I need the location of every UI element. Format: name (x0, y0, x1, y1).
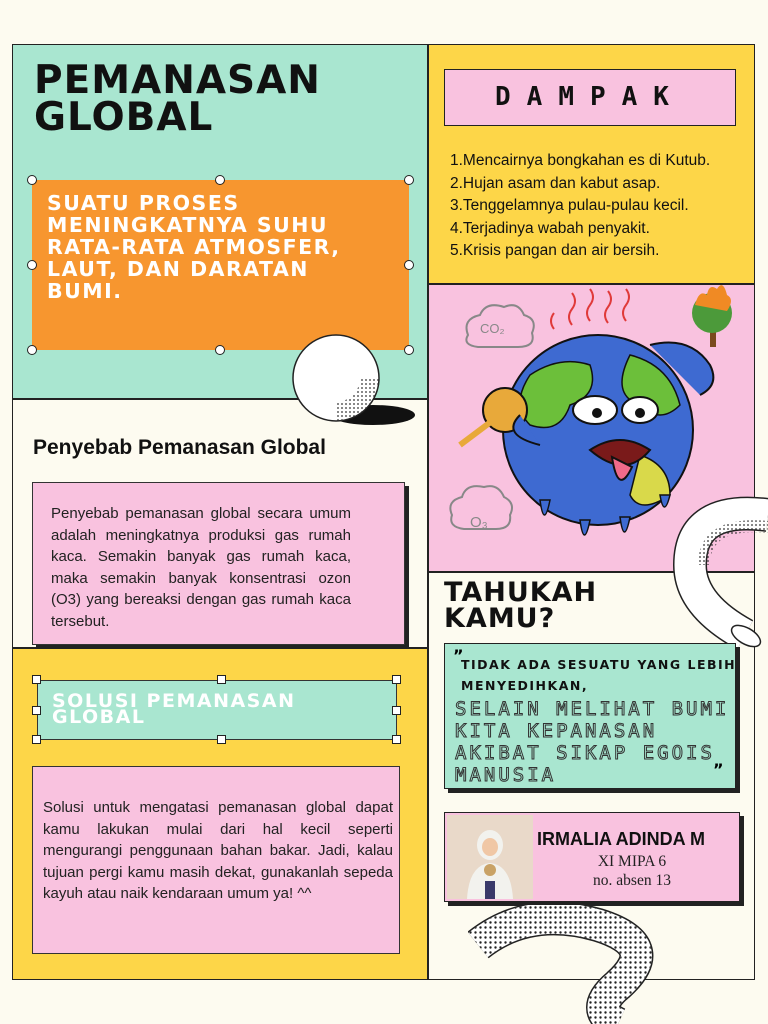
solusi-heading-line-2: GLOBAL (52, 706, 146, 728)
author-name: IRMALIA ADINDA M (537, 829, 705, 849)
resize-handle[interactable] (32, 735, 41, 744)
definition-text: SUATU PROSES MENINGKATNYA SUHU RATA-RATA ATMOSFER, LAUT, DAN DARATAN BUMI. (47, 191, 341, 303)
solusi-card (32, 766, 400, 954)
resize-handle[interactable] (27, 175, 37, 185)
resize-handle[interactable] (392, 706, 401, 715)
resize-handle[interactable] (404, 175, 414, 185)
dampak-label: DAMPAK (444, 69, 736, 126)
definition-box[interactable] (32, 180, 409, 350)
quote-body-line: AKIBAT SIKAP EGOIS (455, 742, 715, 764)
resize-handle[interactable] (32, 675, 41, 684)
quote-open-mark: ” (453, 646, 464, 665)
quote-line-2: MENYEDIHKAN, (461, 678, 589, 693)
solusi-heading-line-1: SOLUSI PEMANASAN (52, 690, 296, 712)
title-line-1: PEMANASAN (34, 58, 321, 103)
page-title (34, 58, 424, 140)
list-item: 2.Hujan asam dan kabut asap. (450, 174, 661, 192)
resize-handle[interactable] (215, 345, 225, 355)
quote-body (455, 698, 737, 786)
co2-label: CO₂ (480, 321, 505, 336)
solusi-text: Solusi untuk mengatasi pemanasan global dapat kamu lakukan mulai dari hal kecil seperti mengurangi penggunaan bahan bakar. Jadi, kalau tujuan pergi kamu masih dekat, gunakanlah sepeda kayuh atau naik kendaraan umum ya! ^^ (43, 799, 393, 902)
quote-card (444, 643, 736, 789)
resize-handle[interactable] (217, 735, 226, 744)
dotted-ball-decoration (288, 330, 418, 430)
tahukah-title-line-2: KAMU? (444, 603, 556, 634)
burning-tree-icon (692, 285, 732, 347)
avatar (447, 815, 533, 899)
resize-handle[interactable] (32, 706, 41, 715)
list-item: 1.Mencairnya bongkahan es di Kutub. (450, 152, 711, 169)
resize-handle[interactable] (27, 260, 37, 270)
solusi-label[interactable] (37, 680, 397, 740)
quote-body-line: MANUSIA (455, 764, 557, 786)
tahukah-title-line-1: TAHUKAH (444, 577, 598, 608)
list-item: 4.Terjadinya wabah penyakit. (450, 219, 650, 237)
quote-close-mark: ” (713, 760, 724, 779)
tahukah-title (444, 577, 598, 634)
dampak-list (450, 150, 760, 263)
resize-handle[interactable] (404, 260, 414, 270)
title-line-2: GLOBAL (34, 95, 214, 140)
curvy-ribbon-decoration (468, 905, 678, 1024)
penyebab-heading: Penyebab Pemanasan Global (33, 436, 326, 459)
o3-label: O₃ (470, 514, 488, 531)
author-class: XI MIPA 6 (597, 853, 667, 870)
resize-handle[interactable] (217, 675, 226, 684)
quote-body-line: SELAIN MELIHAT BUMI (455, 698, 730, 720)
list-item: 3.Tenggelamnya pulau-pulau kecil. (450, 197, 689, 214)
resize-handle[interactable] (392, 735, 401, 744)
penyebab-text: Penyebab pemanasan global secara umum adalah meningkatnya produksi gas rumah kaca. Semakin banyak gas rumah kaca, maka semakin banyak konsentrasi ozon (O3) yang bereaksi dengan gas rumah kaca tersebut. (51, 505, 351, 630)
resize-handle[interactable] (215, 175, 225, 185)
resize-handle[interactable] (392, 675, 401, 684)
penyebab-card (32, 482, 405, 645)
author-card (444, 812, 740, 902)
list-item: 5.Krisis pangan dan air bersih. (450, 242, 660, 259)
quote-intro (461, 654, 737, 696)
author-absen: no. absen 13 (593, 872, 671, 889)
quote-line-1: TIDAK ADA SESUATU YANG LEBIH (461, 657, 737, 672)
resize-handle[interactable] (27, 345, 37, 355)
curved-pipe-decoration (670, 495, 768, 655)
quote-body-line: KITA KEPANASAN (455, 720, 658, 742)
solusi-heading (52, 690, 392, 728)
